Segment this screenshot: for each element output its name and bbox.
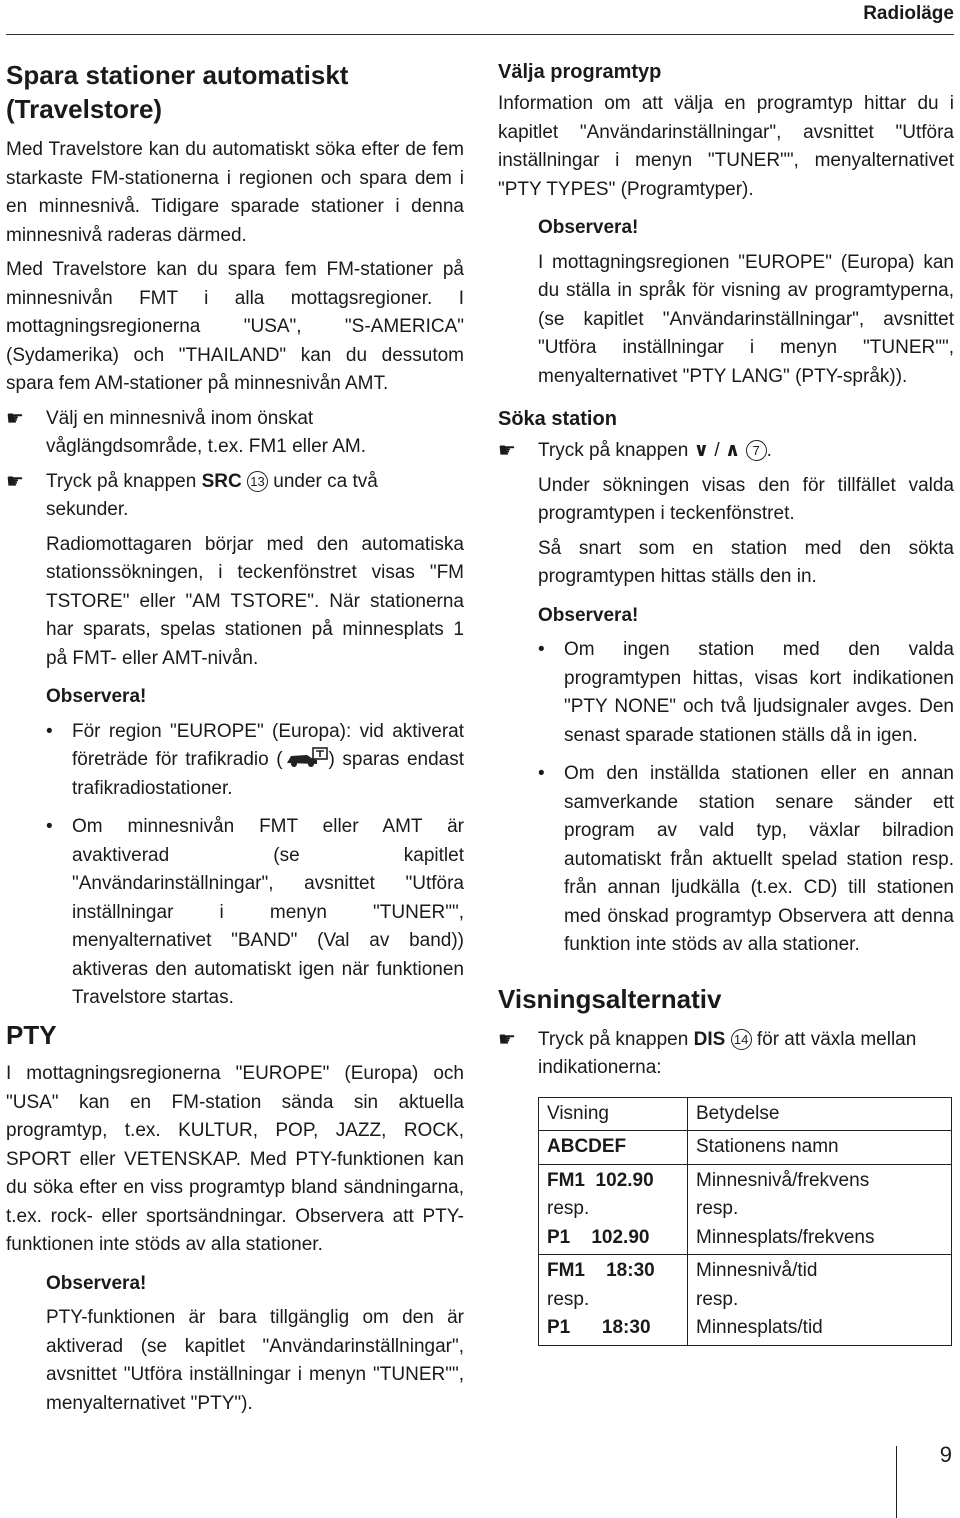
step-text: Välj en minnesnivå inom önskat våglängdsområde, t.ex. FM1 eller AM.	[46, 407, 366, 457]
key-number-badge: 13	[247, 471, 268, 492]
language-note: I mottagningsregionen "EUROPE" (Europa) kan du ställa in språk för visning av programtyperna, (se kapitlet "Användarinställningar", avsnittet "Utföra inställningar i menyn "TUNER"", menyalternativet "PTY LANG" (PTY-språk)).	[538, 251, 954, 387]
note-bullet: • Om den inställda stationen eller en annan samverkande station senare sänder ett program av vald typ, växlar bilradion automatiskt från aktuellt spelad station resp. från annan ljudkälla (t.ex. CD) till stationen med önskad programtyp Observera att denna funktion inte stöds av alla stationer.	[498, 760, 954, 960]
step-select-level	[6, 405, 464, 462]
note-heading: Observera!	[46, 686, 147, 707]
table-row	[539, 1255, 952, 1346]
table-cell: FM1 102.90 resp. P1 102.90	[539, 1164, 688, 1255]
step-press-src: ☛ Tryck på knappen SRC 13 under ca två sekunder.	[6, 470, 378, 520]
page-number: 9	[939, 1442, 952, 1467]
pty-heading: PTY	[6, 1020, 57, 1050]
note-bullet: • För region "EUROPE" (Europa): vid aktiverat företräde för trafikradio ( ) sparas endast trafikradiostationer.	[6, 718, 464, 804]
table-header-cell: Visning	[539, 1097, 688, 1131]
header-rule	[6, 34, 954, 35]
search-found: Så snart som en station med den sökta programtypen hittas ställs den in.	[538, 537, 954, 587]
chevron-down-icon: ∨	[693, 440, 710, 461]
bullet-icon: •	[538, 763, 545, 784]
bullet-icon: •	[46, 720, 53, 742]
chevron-up-icon: ∧	[724, 440, 741, 461]
table-row	[539, 1131, 952, 1165]
dis-key-label: DIS	[693, 1028, 726, 1050]
pointing-hand-icon: ☛	[6, 407, 24, 430]
search-station-heading: Söka station	[498, 408, 617, 430]
table-row	[539, 1164, 952, 1255]
note-heading: Observera!	[538, 217, 639, 238]
table-cell: ABCDEF	[539, 1131, 688, 1165]
pty-section	[6, 1018, 464, 1424]
table-header-row	[539, 1097, 952, 1131]
travelstore-heading: Spara stationer automatiskt (Travelstore)	[6, 60, 349, 124]
table-cell: FM1 18:30 resp. P1 18:30	[539, 1255, 688, 1346]
page-number-rule	[896, 1446, 897, 1518]
travelstore-intro: Med Travelstore kan du automatiskt söka efter de fem starkaste FM-stationerna i regionen och spara dem i en minnesnivå. Tidigare sparade stationer i denna minnesnivå raderas därmed.	[6, 139, 464, 246]
pointing-hand-icon: ☛	[498, 1028, 516, 1051]
step-press-arrows: ☛ Tryck på knappen ∨ / ∧ 7 .	[498, 437, 954, 466]
travelstore-regions: Med Travelstore kan du spara fem FM-stationer på minnesnivån FMT i alla mottagsregioner. I mottagningsregionerna "USA", "S-AMERICA" (Sydamerika) och "THAILAND" kan du dessutom spara fem AM-stationer på minnesnivån AMT.	[6, 259, 464, 394]
note-heading: Observera!	[538, 604, 639, 626]
page-header	[0, 0, 960, 38]
bullet-icon: •	[538, 639, 545, 660]
table-cell: Stationens namn	[688, 1131, 952, 1165]
bullet-icon: •	[46, 816, 53, 837]
src-key-label: SRC	[201, 470, 242, 492]
right-column	[498, 58, 954, 1346]
left-column	[6, 58, 464, 1023]
note-bullet: • Om minnesnivån FMT eller AMT är avaktiverad (se kapitlet "Användarinställningar", avsnittet "Utföra inställningar i menyn "TUNER"", menyalternativet "BAND" (Val av band)) aktiveras den automatiskt igen när funktionen Travelstore startas.	[6, 813, 464, 1013]
note-bullet: • Om ingen station med den valda programtypen hittas, visas kort indikationen "PTY NONE" och två ljudsignaler avges. Den senast sparade stationen ställs då in igen.	[498, 636, 954, 750]
search-info: Under sökningen visas den för tillfället valda programtypen i teckenfönstret.	[538, 474, 954, 524]
note-heading: Observera!	[46, 1272, 147, 1294]
table-cell: Minnesnivå/tid resp. Minnesplats/tid	[688, 1255, 952, 1346]
display-table	[538, 1097, 952, 1346]
table-header-cell: Betydelse	[688, 1097, 952, 1131]
table-cell: Minnesnivå/frekvens resp. Minnesplats/frekvens	[688, 1164, 952, 1255]
step-press-dis: ☛ Tryck på knappen DIS 14 för att växla mellan indikationerna:	[498, 1028, 917, 1078]
traffic-radio-car-icon	[283, 747, 329, 769]
choose-program-type-heading: Välja programtyp	[498, 61, 662, 83]
section-title: Radioläge	[863, 3, 954, 24]
travelstore-result: Radiomottagaren börjar med den automatiska stationssökningen, i teckenfönstret visas "FM TSTORE" eller "AM TSTORE". När stationerna har sparats, spelas stationen på minnesplats 1 på FMT- eller AMT-nivån.	[46, 533, 464, 669]
choose-program-type-text: Information om att välja en programtyp hittar du i kapitlet "Användarinställningar", avsnittet "Utföra inställningar i menyn "TUNER"", menyalternativet "PTY TYPES" (Programtyper).	[498, 93, 954, 200]
pty-description: I mottagningsregionerna "EUROPE" (Europa) och "USA" kan en FM-station sända sin aktuella programtyp, t.ex. KULTUR, POP, JAZZ, ROCK, SPORT eller VETENSKAP. Med PTY-funktionen kan du söka efter en viss programtyp bland sändningarna, t.ex. rock- eller sportsändningar. Observera att PTY-funktionen inte stöds av alla stationer.	[6, 1063, 464, 1255]
pty-note: PTY-funktionen är bara tillgänglig om den är aktiverad (se kapitlet "Användarinställningar", avsnittet "Utföra inställningar i menyn "TUNER"", menyalternativet "PTY").	[46, 1307, 464, 1414]
key-number-badge: 14	[731, 1029, 752, 1050]
display-options-heading: Visningsalternativ	[498, 983, 722, 1014]
pointing-hand-icon: ☛	[6, 470, 24, 493]
key-number-badge: 7	[746, 440, 767, 461]
pointing-hand-icon: ☛	[498, 440, 516, 462]
